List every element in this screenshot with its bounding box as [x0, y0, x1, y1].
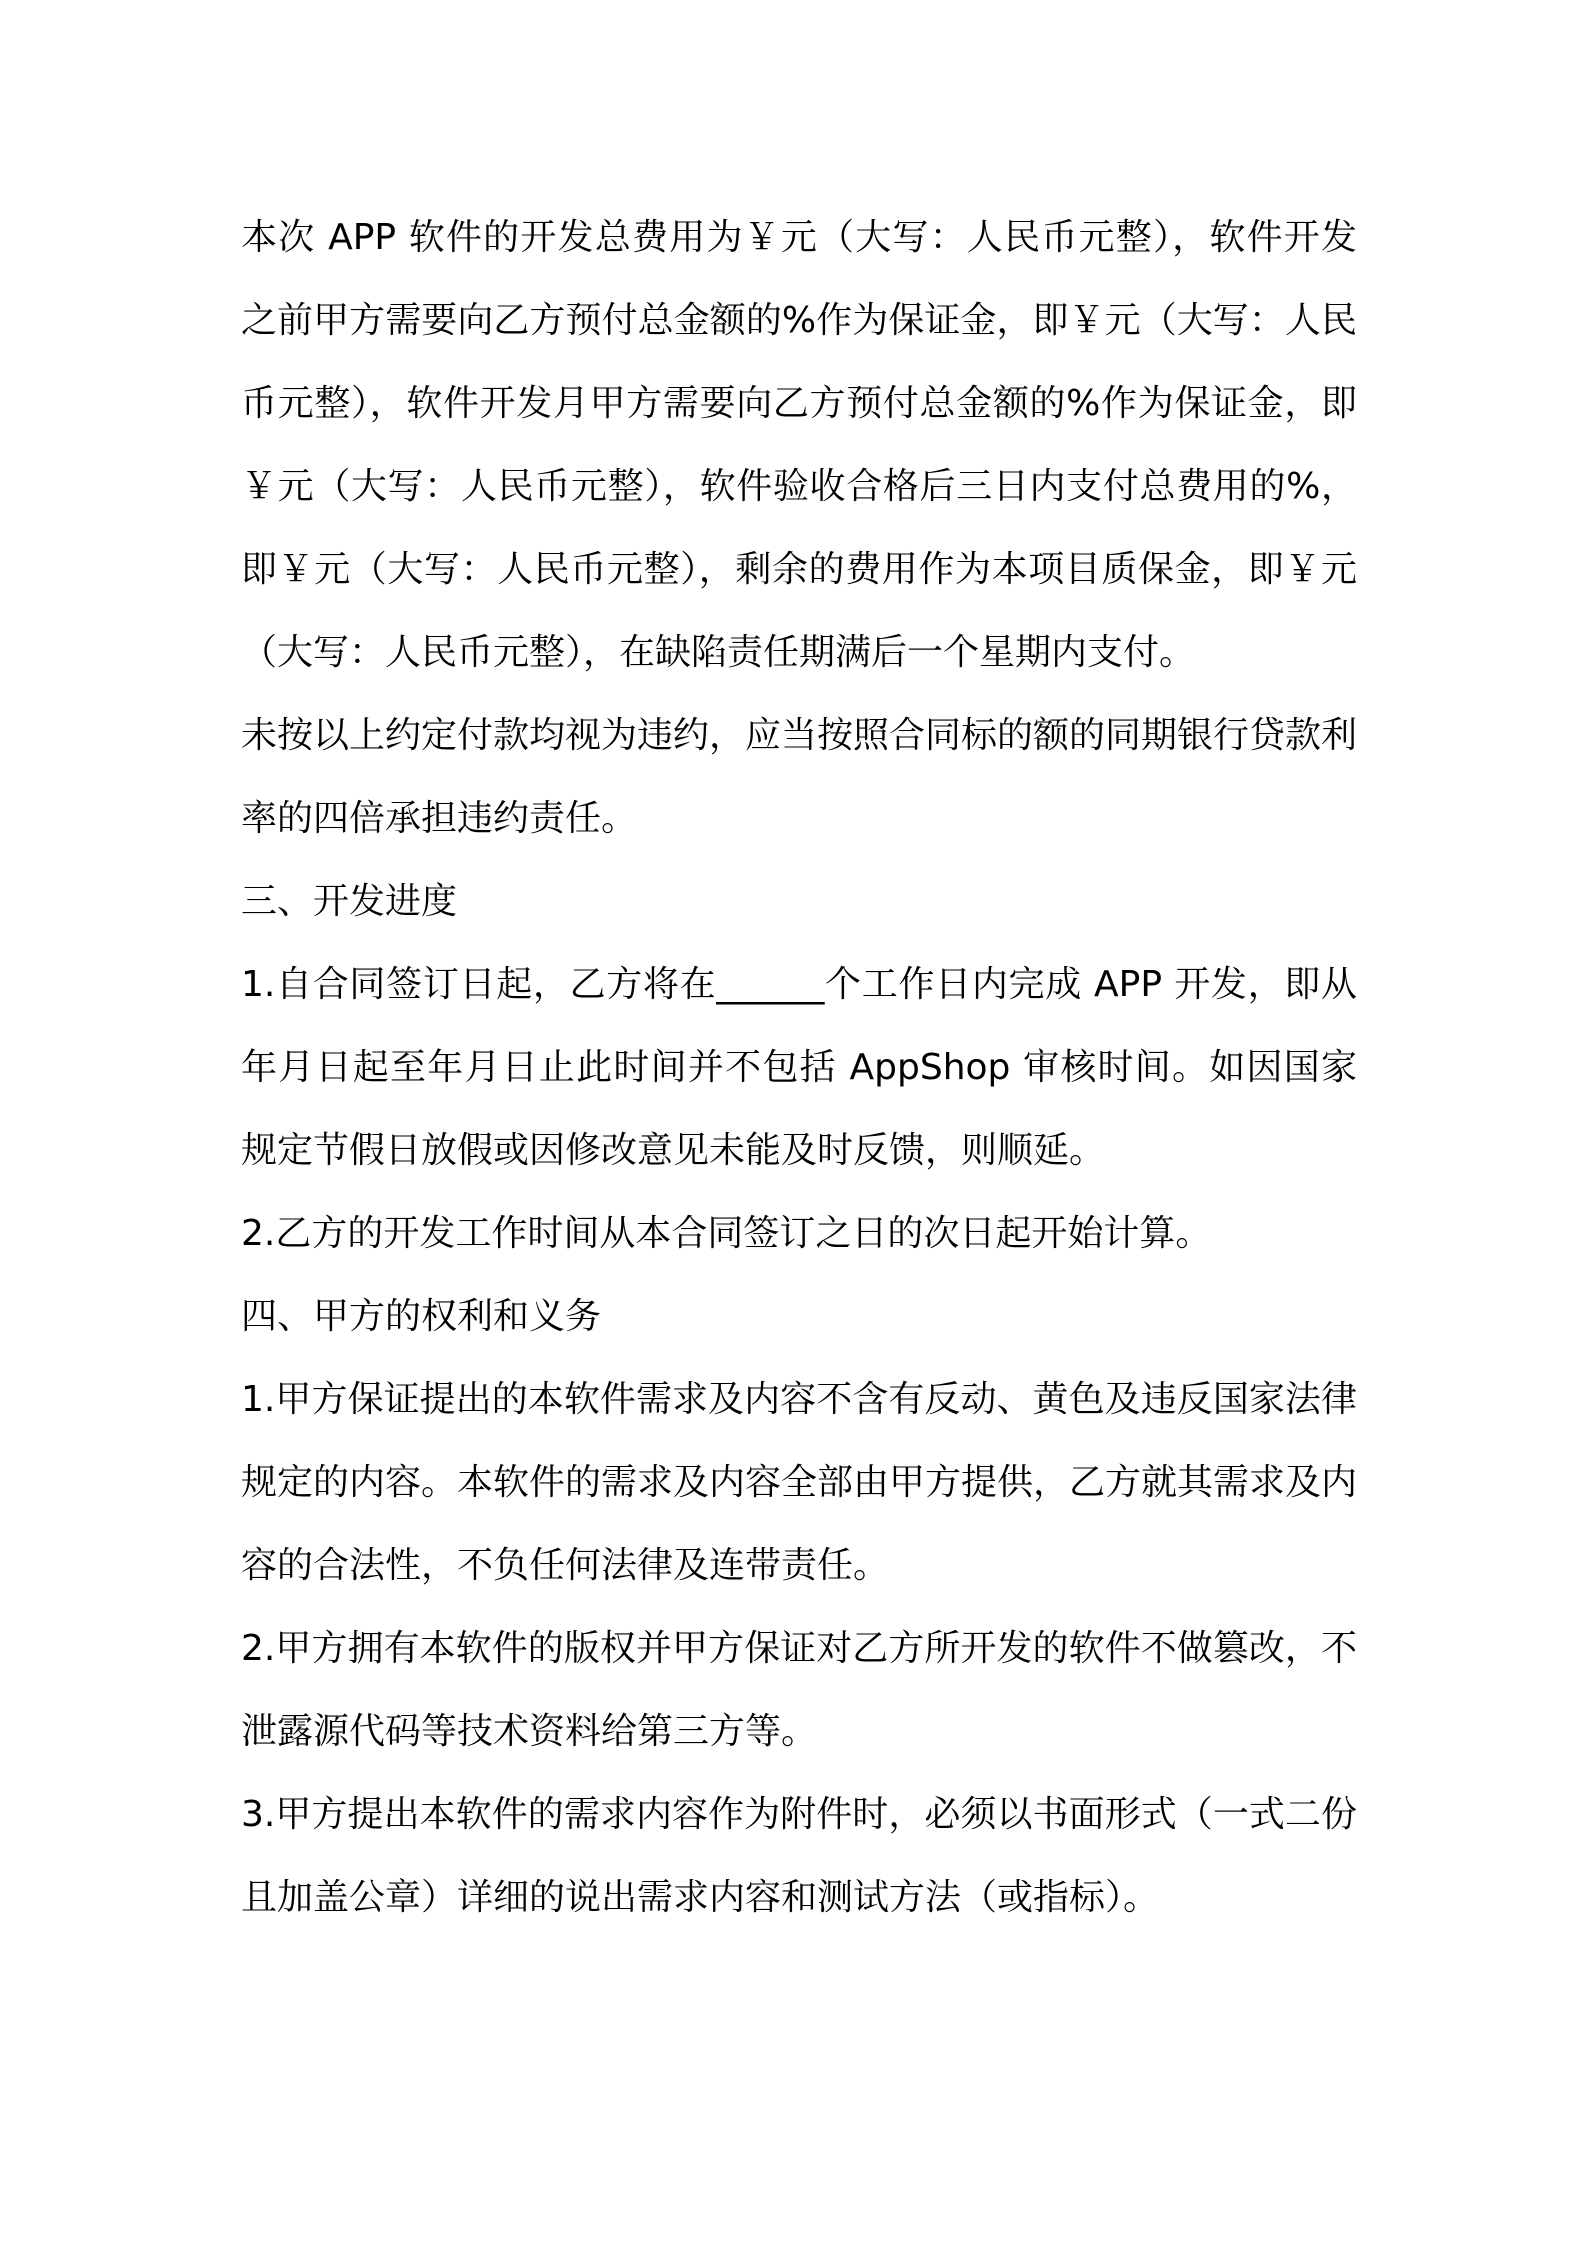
- document-body: [241, 196, 1357, 1939]
- section-heading-schedule: 三、开发进度: [241, 881, 458, 922]
- payment-terms-paragraph: 本次 APP 软件的开发总费用为￥元（大写：人民币元整），软件开发之前甲方需要向乙方预付总金额的%作为保证金，即￥元（大写：人民币元整），软件开发月甲方需要向乙方预付总金额的%作为保证金，即￥元（大写：人民币元整），软件验收合格后三日内支付总费用的%，即￥元（大写：人民币元整），剩余的费用作为本项目质保金，即￥元（大写：人民币元整），在缺陷责任期满后一个星期内支付。: [241, 217, 1357, 673]
- schedule-item-1: 1.自合同签订日起，乙方将在______个工作日内完成 APP 开发，即从年月日起至年月日止此时间并不包括 AppShop 审核时间。如因国家规定节假日放假或因修改意见未能及时反馈，则顺延。: [241, 964, 1357, 1171]
- party-a-item-3: 3.甲方提出本软件的需求内容作为附件时，必须以书面形式（一式二份且加盖公章）详细的说出需求内容和测试方法（或指标）。: [241, 1794, 1357, 1918]
- party-a-item-1: 1.甲方保证提出的本软件需求及内容不含有反动、黄色及违反国家法律规定的内容。本软件的需求及内容全部由甲方提供，乙方就其需求及内容的合法性，不负任何法律及连带责任。: [241, 1379, 1358, 1586]
- party-a-item-2: 2.甲方拥有本软件的版权并甲方保证对乙方所开发的软件不做篡改，不泄露源代码等技术资料给第三方等。: [241, 1628, 1357, 1752]
- section-heading-party-a: 四、甲方的权利和义务: [241, 1296, 602, 1337]
- breach-paragraph: 未按以上约定付款均视为违约，应当按照合同标的额的同期银行贷款利率的四倍承担违约责任。: [241, 715, 1358, 839]
- schedule-item-2: 2.乙方的开发工作时间从本合同签订之日的次日起开始计算。: [241, 1213, 1212, 1254]
